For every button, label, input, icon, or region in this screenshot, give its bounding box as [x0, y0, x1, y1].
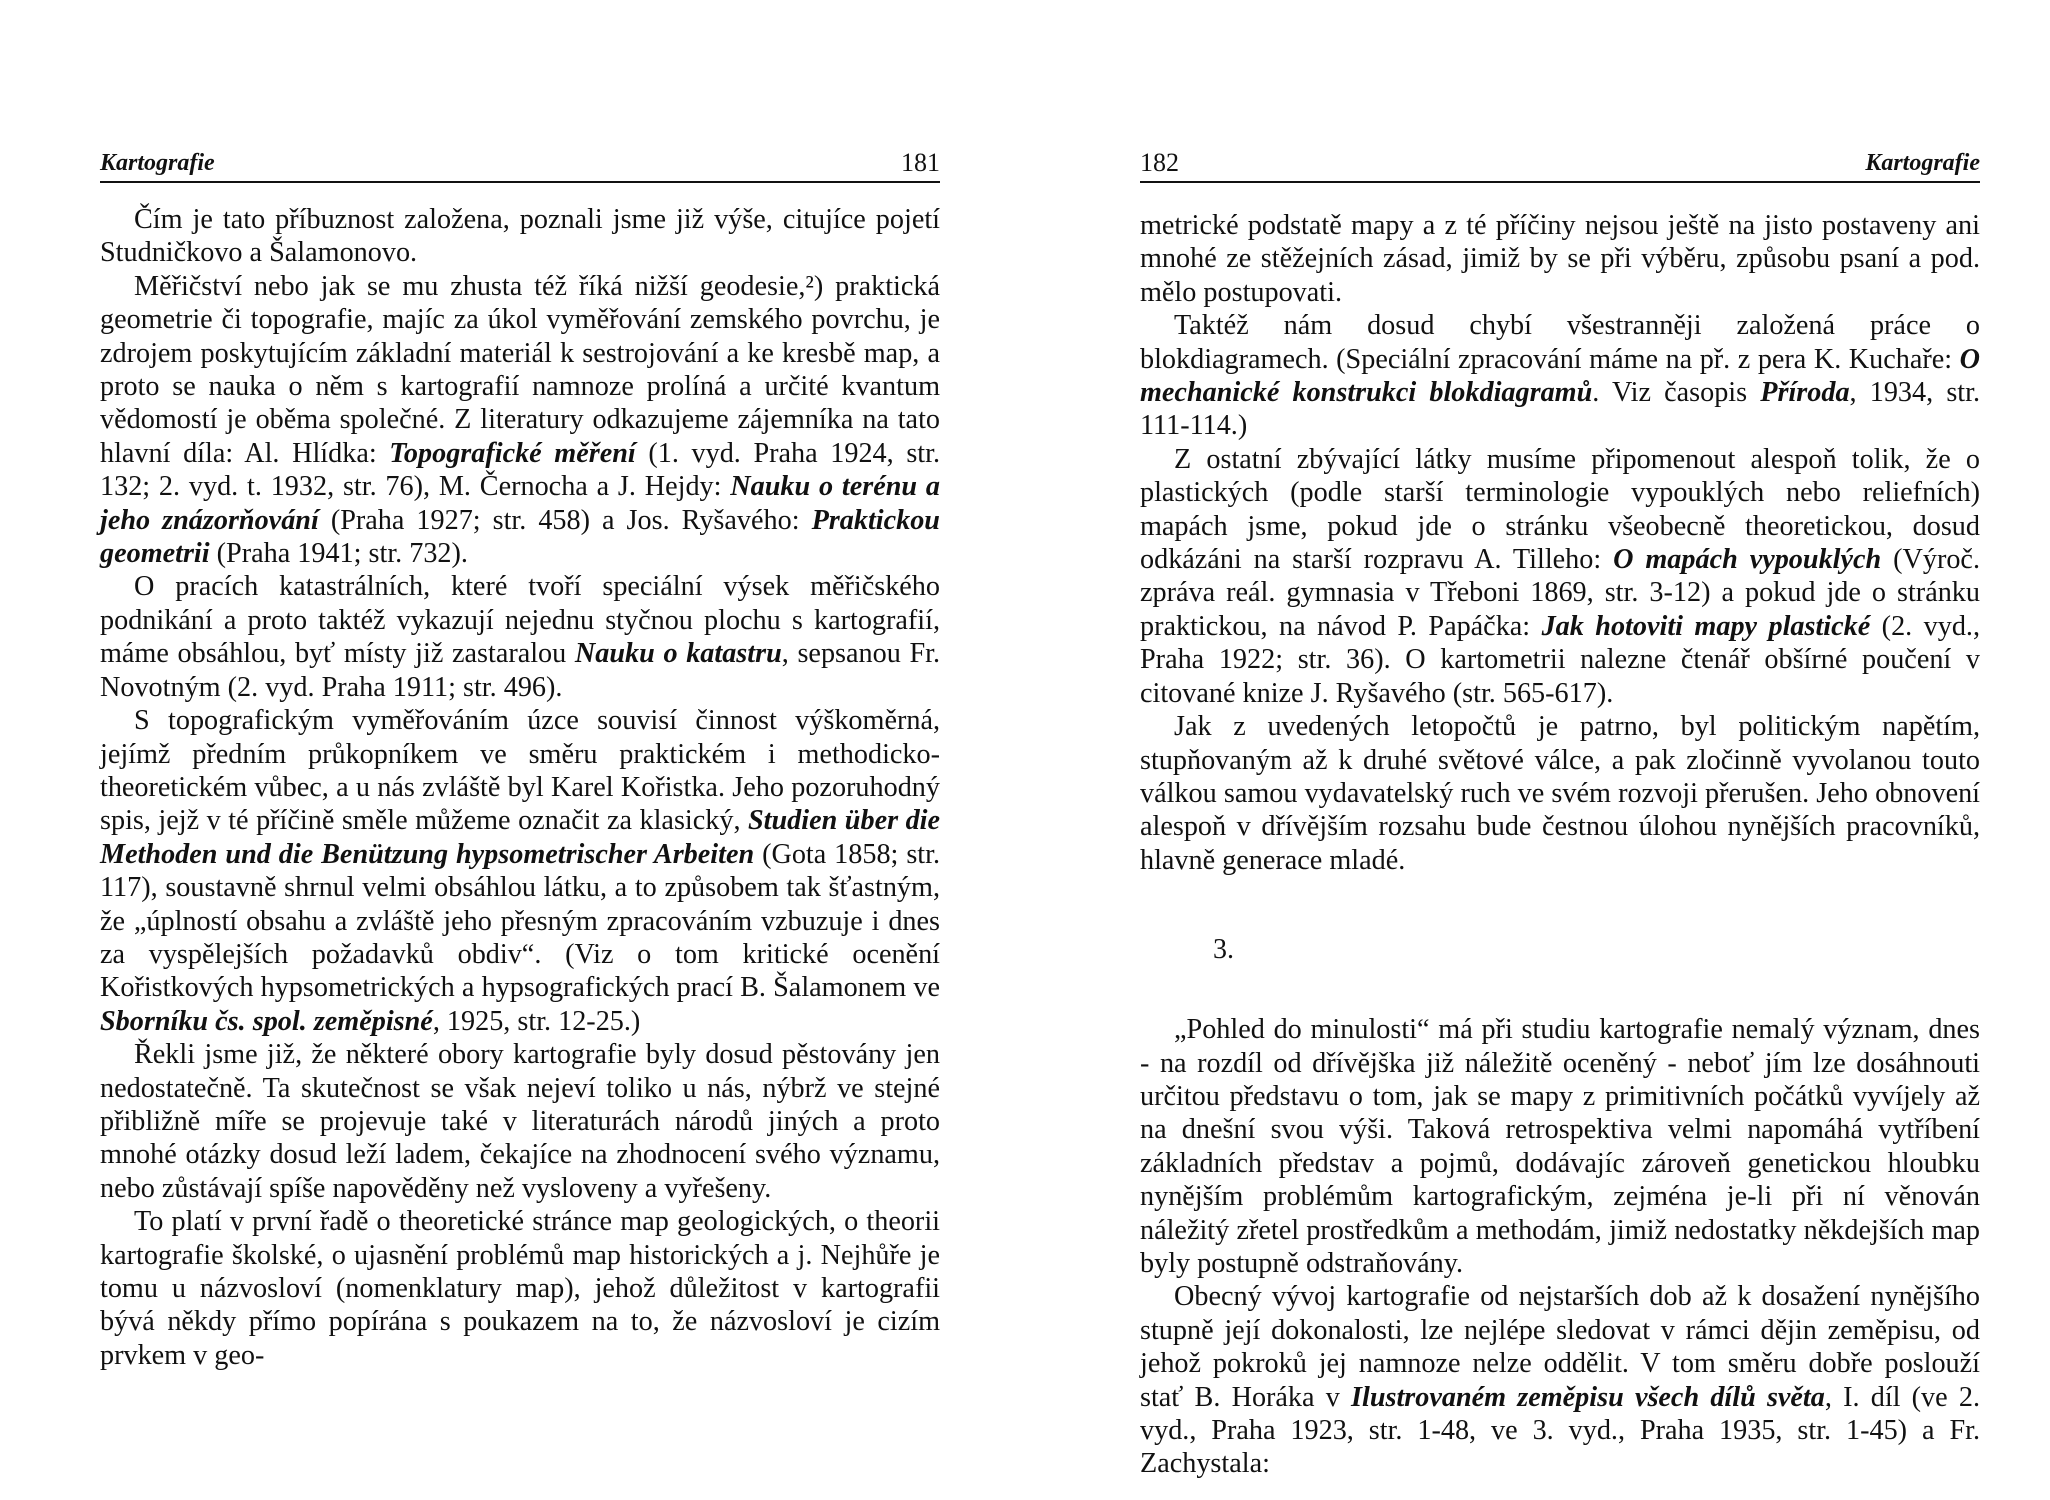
italic-citation: Ilustrovaném zeměpisu všech dílů světa	[1351, 1381, 1825, 1413]
text-run: „Pohled do minulosti“ má při studiu kartografie nemalý význam, dnes - na rozdíl od dřívějška již náležitě oceněný - neboť jím lze dosáhnouti určitou představu o tom, jak se mapy z primitivních počátků vyvíjely až na dnešní svou výši. Taková retrospektiva velmi napomáhá vytříbení základních představ a pojmů, dodávajíc zároveň genetickou hloubku nynějším problémům kartografickým, zejména je-li při ní věnován náležitý zřetel prostředkům a methodám, jimiž nedostatky někdejších map byly postupně odstraňovány.	[1140, 1014, 1980, 1279]
text-run: (Praha 1927; str. 458) a Jos. Ryšavého:	[318, 504, 812, 536]
text-run: , sepsanou Fr. Novotným (2. vyd. Praha 1911; str. 496).	[100, 638, 940, 703]
paragraph	[1140, 443, 1980, 710]
body-text	[1140, 209, 1980, 1481]
running-title: Kartografie	[1865, 150, 1980, 176]
text-run: Taktéž nám dosud chybí všestranněji založená práce o blokdiagramech. (Speciální zpracování máme na př. z pera K. Kuchaře:	[1140, 310, 1980, 375]
text-run: S topografickým vyměřováním úzce souvisí činnost výškoměrná, jejímž předním průkopníkem ve směru praktickém i methodicko-theoretickém vůbec, a u nás zvláště byl Karel Kořistka. Jeho pozoruhodný spis, jejž v té příčině směle můžeme označit za klasický,	[100, 705, 940, 837]
italic-citation: O mechanické konstrukci blokdiagramů	[1140, 343, 1980, 409]
paragraph	[1140, 1013, 1980, 1280]
text-run: , 1934, str. 111-114.)	[1140, 377, 1980, 442]
italic-citation: Jak hotoviti mapy plastické	[1541, 610, 1871, 642]
paragraph	[100, 1205, 940, 1372]
text-run: Měřičství nebo jak se mu zhusta též říká nižší geodesie,²) praktická geometrie či topografie, majíc za úkol vyměřování zemského povrchu, je zdrojem poskytujícím základní materiál k sestrojování a ke kresbě map, a proto se nauka o něm s kartografií namnoze prolíná a určité kvantum vědomostí je oběma společné. Z literatury odkazujeme zájemníka na tato hlavní díla: Al. Hlídka:	[100, 270, 940, 469]
paragraph	[100, 203, 940, 270]
italic-citation: O mapách vypouklých	[1613, 544, 1882, 576]
text-run: Z ostatní zbývající látky musíme připomenout alespoň tolik, že o plastických (podle starší terminologie vypouklých nebo reliefních) mapách jsme, pokud jde o stránku všeobecně theoretickou, dosud odkázáni na starší rozpravu A. Tilleho:	[1140, 443, 1980, 576]
italic-citation: Topografické měření	[389, 437, 636, 469]
text-run: , 1925, str. 12-25.)	[432, 1005, 641, 1037]
page-number: 181	[901, 148, 940, 177]
text-run: . Viz časopis	[1592, 377, 1761, 409]
text-run: (Výroč. zpráva reál. gymnasia v Třeboni 1869, str. 3-12) a pokud jde o stránku praktickou, na návod P. Papáčka:	[1140, 544, 1980, 642]
italic-citation: Praktickou geometrii	[100, 504, 940, 570]
paragraph	[1140, 710, 1980, 877]
text-run: Řekli jsme již, že některé obory kartografie byly dosud pěstovány jen nedostatečně. Ta skutečnost se však nejeví toliko u nás, nýbrž ve stejné přibližně míře se projevuje také v literaturách národů jiných a proto mnohé otázky dosud leží ladem, čekajíce na zhodnocení svého významu, nebo zůstávají spíše napověděny než vysloveny a vyřešeny.	[100, 1039, 940, 1204]
paragraph	[100, 1038, 940, 1205]
left-page	[100, 148, 940, 1372]
paragraph	[100, 704, 940, 1038]
italic-citation: Sborníku čs. spol. zeměpisné	[100, 1005, 433, 1037]
running-title: Kartografie	[100, 150, 215, 176]
italic-citation: Nauku o katastru	[574, 638, 782, 670]
page-number: 182	[1140, 148, 1179, 177]
text-run: Obecný vývoj kartografie od nejstarších dob až k dosažení nynějšího stupně její dokonalosti, lze nejlépe sledovat v rámci dějin zeměpisu, od jehož pokroků jej namnoze nelze oddělit. V tom směru dobře poslouží stať B. Horáka v	[1140, 1281, 1980, 1413]
body-text-before-section	[1140, 209, 1980, 877]
right-page	[1140, 148, 1980, 1481]
text-run: (1. vyd. Praha 1924, str. 132; 2. vyd. t. 1932, str. 76), M. Černocha a J. Hejdy:	[100, 437, 940, 503]
italic-citation: Příroda	[1760, 377, 1850, 409]
italic-citation: Studien über die Methoden und die Benützung hypsometrischer Arbeiten	[100, 805, 941, 870]
text-run: To platí v první řadě o theoretické stránce map geologických, o theorii kartografie školské, o ujasnění problémů map historických a j. Nejhůře je tomu u názvosloví (nomenklatury map), jehož důležitost v kartografii bývá někdy přímo popírána s poukazem na to, že názvosloví je cizím prvkem v geo-	[100, 1206, 940, 1371]
paragraph	[100, 570, 940, 704]
body-text-after-section	[1140, 1013, 1980, 1481]
running-head	[100, 148, 940, 183]
text-run: (Gota 1858; str. 117), soustavně shrnul velmi obsáhlou látku, a to způsobem tak šťastným, že „úplností obsahu a zvláště jeho přesným zpracováním vzbuzuje i dnes za vyspělejších požadavků obdiv“. (Viz o tom kritické ocenění Kořistkových hypsometrických a hypsografických prací B. Šalamonem ve	[100, 838, 940, 1004]
text-run: , I. díl (ve 2. vyd., Praha 1923, str. 1-48, ve 3. vyd., Praha 1935, str. 1-45) a Fr. Zachystala:	[1140, 1381, 1980, 1480]
running-head	[1140, 148, 1980, 183]
body-text	[100, 203, 940, 1372]
paragraph	[1140, 309, 1980, 443]
paragraph	[1140, 1280, 1980, 1480]
text-run: O pracích katastrálních, které tvoří speciální výsek měřičského podnikání a proto taktéž vykazují nejednu styčnou plochu s kartografií, máme obsáhlou, byť místy již zastaralou	[100, 571, 940, 670]
text-run: (Praha 1941; str. 732).	[209, 538, 468, 570]
text-run: Čím je tato příbuznost založena, poznali jsme již výše, citujíce pojetí Studničkovo a Šalamonovo.	[100, 204, 940, 269]
paragraph	[1140, 209, 1980, 309]
italic-citation: Nauku o terénu a jeho znázorňování	[100, 471, 940, 536]
section-number: 3.	[1213, 934, 1234, 966]
paragraph	[100, 270, 940, 571]
text-run: (2. vyd., Praha 1922; str. 36). O kartometrii nalezne čtenář obšírné poučení v citované knize J. Ryšavého (str. 565-617).	[1140, 610, 1981, 709]
text-run: Jak z uvedených letopočtů je patrno, byl politickým napětím, stupňovaným až k druhé světové válce, a pak zločinně vyvolanou touto válkou samou vydavatelský ruch ve svém rozvoji přerušen. Jeho obnovení alespoň v dřívějším rozsahu bude čestnou úlohou nynějších pracovníků, hlavně generace mladé.	[1140, 711, 1980, 876]
text-run: metrické podstatě mapy a z té příčiny nejsou ještě na jisto postaveny ani mnohé ze stěžejních zásad, jimiž by se při výběru, způsobu psaní a pod. mělo postupovati.	[1140, 210, 1980, 308]
